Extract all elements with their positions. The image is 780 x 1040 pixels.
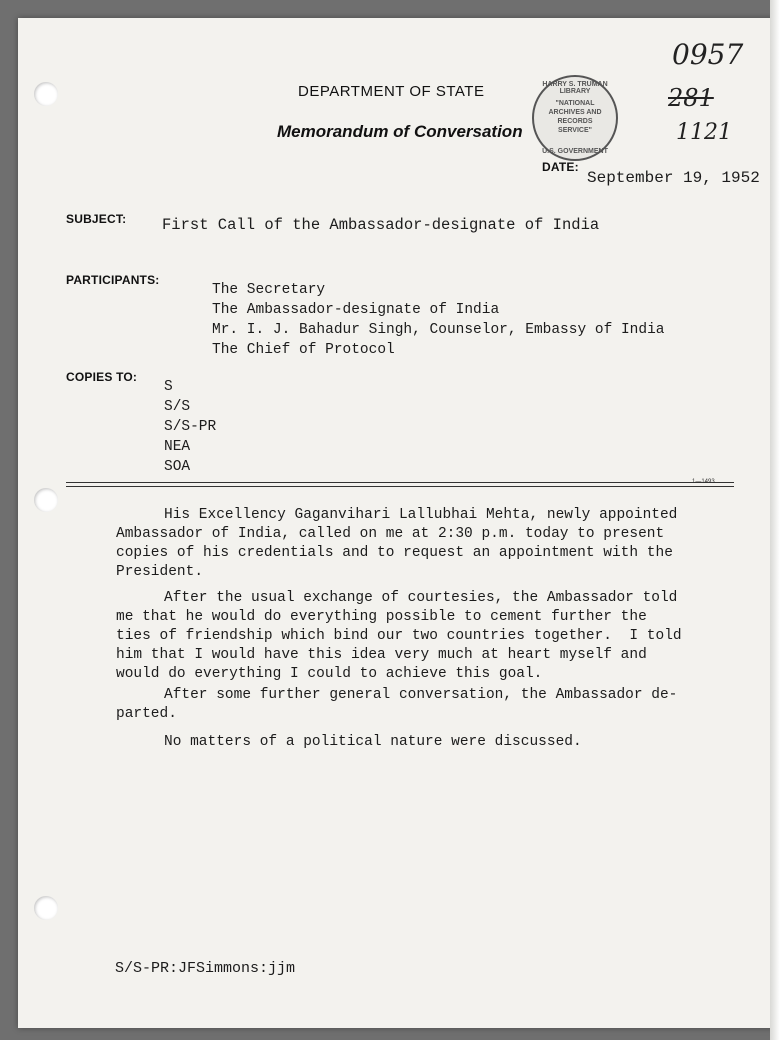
body-paragraph (116, 589, 736, 684)
paragraph-line: His Excellency Gaganvihari Lallubhai Mehta, newly appointed (164, 507, 678, 523)
copies-item: S/S (164, 399, 191, 415)
body-paragraph (116, 733, 736, 752)
participant-item: The Chief of Protocol (212, 342, 395, 358)
copies-item: SOA (164, 459, 191, 475)
paragraph-line: him that I would have this idea very much at heart myself and (116, 647, 647, 663)
punch-hole-top (34, 82, 58, 106)
archives-stamp (532, 75, 618, 161)
date-value: September 19, 1952 (587, 169, 760, 187)
department-heading: DEPARTMENT OF STATE (298, 83, 485, 100)
paragraph-line: parted. (116, 706, 177, 722)
body-paragraph (116, 686, 736, 724)
copies-item: NEA (164, 439, 191, 455)
copies-label: COPIES TO: (66, 370, 138, 384)
paragraph-line: copies of his credentials and to request an appointment with the (116, 545, 673, 561)
paragraph-line: me that he would do everything possible to cement further the (116, 609, 647, 625)
form-number: 1—1493 (692, 479, 715, 485)
copies-item: S (164, 379, 173, 395)
punch-hole-middle (34, 488, 58, 512)
subject-value: First Call of the Ambassador-designate of India (162, 216, 600, 234)
paragraph-line: President. (116, 564, 204, 580)
paragraph-line: Ambassador of India, called on me at 2:30 p.m. today to present (116, 526, 665, 542)
divider-rule-second (66, 486, 734, 487)
stamp-top-text: HARRY S. TRUMAN LIBRARY (542, 81, 608, 95)
paragraph-line: would do everything I could to achieve this goal. (116, 666, 543, 682)
stamp-center-text: "NATIONAL ARCHIVES AND RECORDS SERVICE" (548, 100, 602, 134)
stamp-bottom-text: U.S. GOVERNMENT (542, 148, 608, 155)
page-edge (770, 0, 780, 1040)
date-label: DATE: (542, 160, 579, 174)
paragraph-line: After some further general conversation, the Ambassador de- (164, 687, 678, 703)
participant-item: Mr. I. J. Bahadur Singh, Counselor, Embassy of India (212, 322, 665, 338)
body-paragraph (116, 506, 736, 582)
participants-label: PARTICIPANTS: (66, 273, 160, 287)
copies-item: S/S-PR (164, 419, 217, 435)
participant-item: The Ambassador-designate of India (212, 302, 500, 318)
punch-hole-bottom (34, 896, 58, 920)
struck-handwritten-number: 281 (668, 84, 714, 112)
paragraph-line: After the usual exchange of courtesies, the Ambassador told (164, 590, 678, 606)
subject-label: SUBJECT: (66, 212, 127, 226)
reference-initials: S/S-PR:JFSimmons:jjm (115, 960, 296, 977)
paragraph-line: No matters of a political nature were discussed. (164, 734, 582, 750)
participant-item: The Secretary (212, 282, 326, 298)
memo-title: Memorandum of Conversation (277, 122, 523, 141)
handwritten-number: 1121 (676, 120, 732, 145)
paragraph-line: ties of friendship which bind our two countries together. I told (116, 628, 682, 644)
handwritten-doc-number: 0957 (672, 38, 744, 71)
divider-rule (66, 482, 734, 483)
